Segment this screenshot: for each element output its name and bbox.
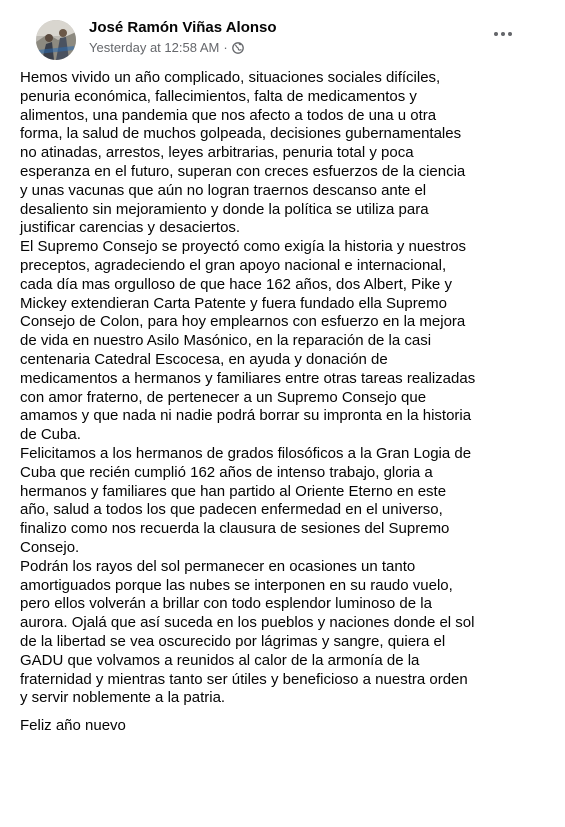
more-options-button[interactable] <box>489 24 517 44</box>
avatar-image <box>36 20 76 60</box>
post-paragraph: Felicitamos a los hermanos de grados filosóficos a la Gran Logia de Cuba que recién cumplió 162 años de intenso trabajo, gloria a hermanos y familiares que han partido al Oriente Eterno en este año, salud a todos los que padecen enfermedad en el universo, finalizo como nos recuerda la clausura de sesiones del Supremo Consejo. <box>20 444 472 556</box>
post-paragraph: El Supremo Consejo se proyectó como exigía la historia y nuestros preceptos, agradeciendo el gran apoyo nacional e internacional, cada día mas orgulloso de que hace 162 años, dos Albert, Pike y Mickey extendieran Carta Patente y fuera fundado ella Supremo Consejo de Colon, para hoy emplearnos con esfuerzo en la mejora de vida en nuestro Asilo Masónico, en la reparación de la casi centenaria Catedral Escocesa, en ayuda y donación de medicamentos a hermanos y familiares entre otras tareas realizadas con amor fraterno, de pertenecer a un Supremo Consejo que amamos y que nada ni nadie podrá borrar su impronta en la historia de Cuba. <box>20 238 476 444</box>
post-meta <box>89 40 244 56</box>
post-timestamp[interactable]: Yesterday at 12:58 AM <box>89 40 220 55</box>
avatar[interactable] <box>36 20 76 60</box>
author-name[interactable]: José Ramón Viñas Alonso <box>89 19 277 36</box>
more-dot <box>501 32 505 36</box>
more-horizontal-icon <box>494 32 498 36</box>
more-dot <box>508 32 512 36</box>
post-header <box>18 0 547 62</box>
meta-separator: · <box>223 40 228 55</box>
globe-icon[interactable] <box>232 42 244 54</box>
post-closing: Feliz año nuevo <box>20 717 126 735</box>
post-paragraph: Podrán los rayos del sol permanecer en ocasiones un tanto amortiguados porque las nubes se interponen en su raudo vuelo, pero ellos volverán a brillar con todo esplendor luminoso de la aurora. Ojalá que así suceda en los pueblos y naciones donde el sol de la libertad se vea oscurecido por lágrimas y sangre, quiera el GADU que volvamos a reunidos al calor de la armonía de la fraternidad y mientras tanto ser útiles y beneficioso a nuestra orden y servir noblemente a la patria. <box>20 557 475 707</box>
post-paragraph: Hemos vivido un año complicado, situaciones sociales difíciles, penuria económica, fallecimientos, falta de medicamentos y alimentos, una pandemia que nos afecto a todos de una u otra forma, la salud de muchos golpeada, decisiones gubernamentales no atinadas, arrestos, leyes arbitrarias, penuria total y poca esperanza en el futuro, superan con creces esfuerzos de la ciencia y unas vacunas que aún no logran traernos descanso ante el desaliento sin mejoramiento y donde la política se utiliza para justificar carencias y desaciertos. <box>20 69 466 237</box>
post-body <box>20 69 540 736</box>
